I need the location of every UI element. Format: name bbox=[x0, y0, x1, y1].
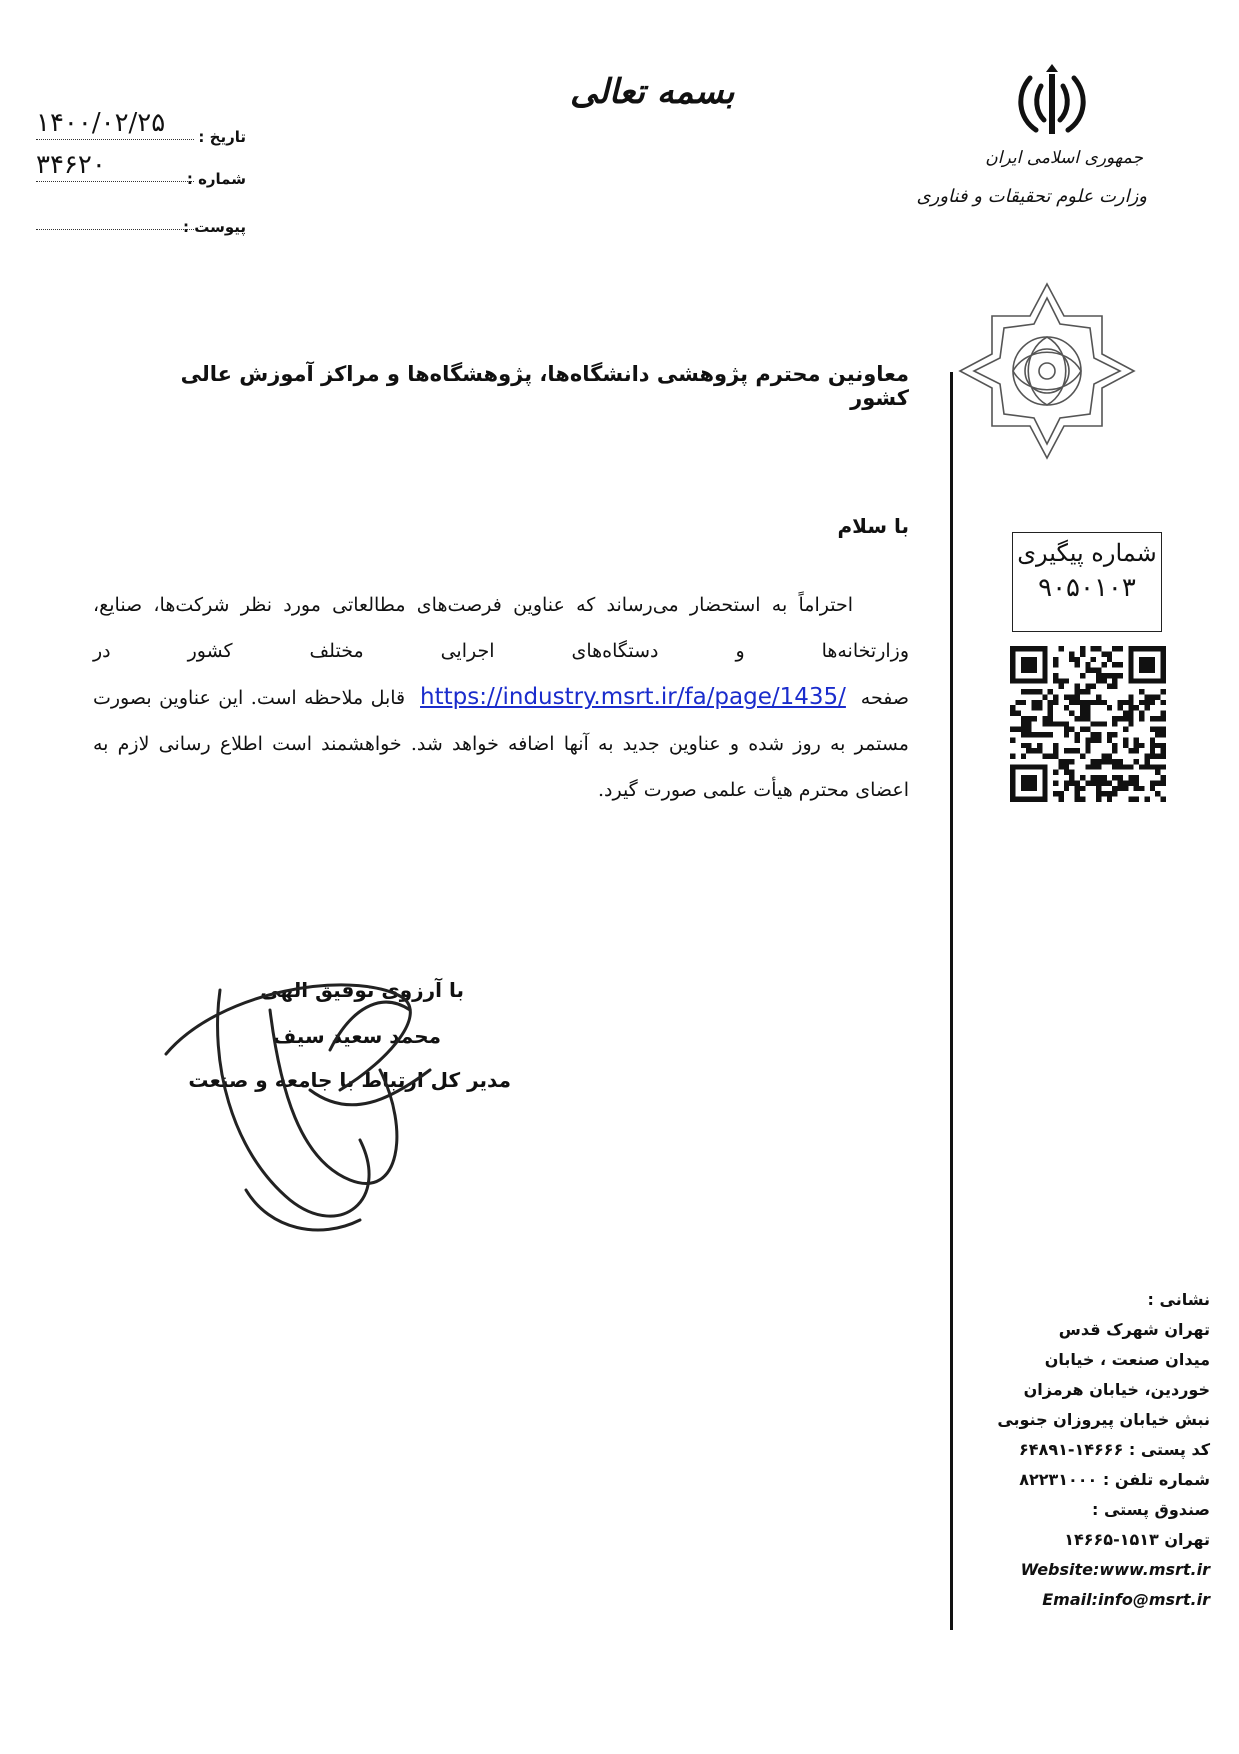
attachment-dotted-line bbox=[36, 229, 194, 230]
website-link[interactable]: Website:www.msrt.ir bbox=[1020, 1560, 1210, 1579]
closing-wish: با آرزوی توفیق الهی bbox=[260, 978, 464, 1002]
signature-icon bbox=[150, 950, 510, 1250]
date-row bbox=[36, 108, 246, 146]
address-line-2: میدان صنعت ، خیابان bbox=[1044, 1350, 1210, 1369]
tracking-value: ۹۰۵۰۱۰۳ bbox=[1038, 573, 1136, 603]
pobox-label: صندوق پستی : bbox=[1091, 1500, 1210, 1519]
org-line-ministry: وزارت علوم تحقیقات و فناوری bbox=[916, 186, 1147, 207]
tracking-number-box bbox=[1012, 532, 1162, 632]
address-line-4: نبش خیابان پیروزان جنوبی bbox=[997, 1410, 1210, 1429]
bismillah-heading: بسمه تعالی bbox=[570, 72, 735, 112]
number-dotted-line bbox=[36, 181, 194, 182]
date-value: ۱۴۰۰/۰۲/۲۵ bbox=[36, 108, 166, 138]
tracking-label: شماره پیگیری bbox=[1017, 539, 1157, 567]
vertical-divider bbox=[950, 372, 953, 1630]
signer-name: محمد سعید سیف bbox=[272, 1024, 441, 1048]
address-heading: نشانی : bbox=[1147, 1290, 1210, 1309]
number-row bbox=[36, 150, 246, 188]
salutation: با سلام bbox=[837, 514, 909, 538]
study-opportunities-link[interactable]: https://industry.msrt.ir/fa/page/1435/ bbox=[420, 684, 846, 710]
org-line-country: جمهوری اسلامی ایران bbox=[985, 148, 1143, 168]
ornament-icon bbox=[952, 276, 1142, 466]
signer-title: مدیر کل ارتباط با جامعه و صنعت bbox=[188, 1068, 511, 1092]
letter-body bbox=[93, 582, 909, 813]
emblem-icon bbox=[1012, 60, 1092, 140]
postal-code: کد پستی : ۱۴۶۶۶-۶۴۸۹۱ bbox=[1019, 1440, 1210, 1459]
pobox-value: تهران ۱۵۱۳-۱۴۶۶۵ bbox=[1064, 1530, 1210, 1549]
attachment-label: پیوست : bbox=[182, 218, 246, 236]
date-dotted-line bbox=[36, 139, 194, 140]
number-label: شماره : bbox=[186, 170, 246, 188]
qr-code-icon bbox=[1010, 646, 1166, 802]
address-line-1: تهران شهرک قدس bbox=[1058, 1320, 1210, 1339]
body-part-2: قابل ملاحظه است. این عناوین بصورت مستمر به روز شده و عناوین جدید به آنها اضافه خواهد شد. خواهشمند است اطلاع رسانی لازم به اعضای محترم هیأت علمی صورت گیرد. bbox=[93, 687, 909, 801]
phone-number: شماره تلفن : ۸۲۲۳۱۰۰۰ bbox=[1019, 1470, 1210, 1489]
number-value: ۳۴۶۲۰ bbox=[36, 150, 106, 180]
email-link[interactable]: Email:info@msrt.ir bbox=[1042, 1590, 1210, 1609]
attachment-row bbox=[36, 206, 246, 236]
address-line-3: خوردین، خیابان هرمزان bbox=[1023, 1380, 1210, 1399]
recipient-line: معاونین محترم پژوهشی دانشگاه‌ها، پژوهشگاه‌ها و مراکز آموزش عالی کشور bbox=[180, 362, 909, 410]
address-block bbox=[980, 1285, 1210, 1615]
date-label: تاریخ : bbox=[198, 128, 246, 146]
body-part-1: احتراماً به استحضار می‌رساند که عناوین فرصت‌های مطالعاتی مورد نظر شرکت‌ها، صنایع، وزارتخانه‌ها و دستگاه‌های اجرایی مختلف کشور در صفحه bbox=[93, 594, 909, 709]
